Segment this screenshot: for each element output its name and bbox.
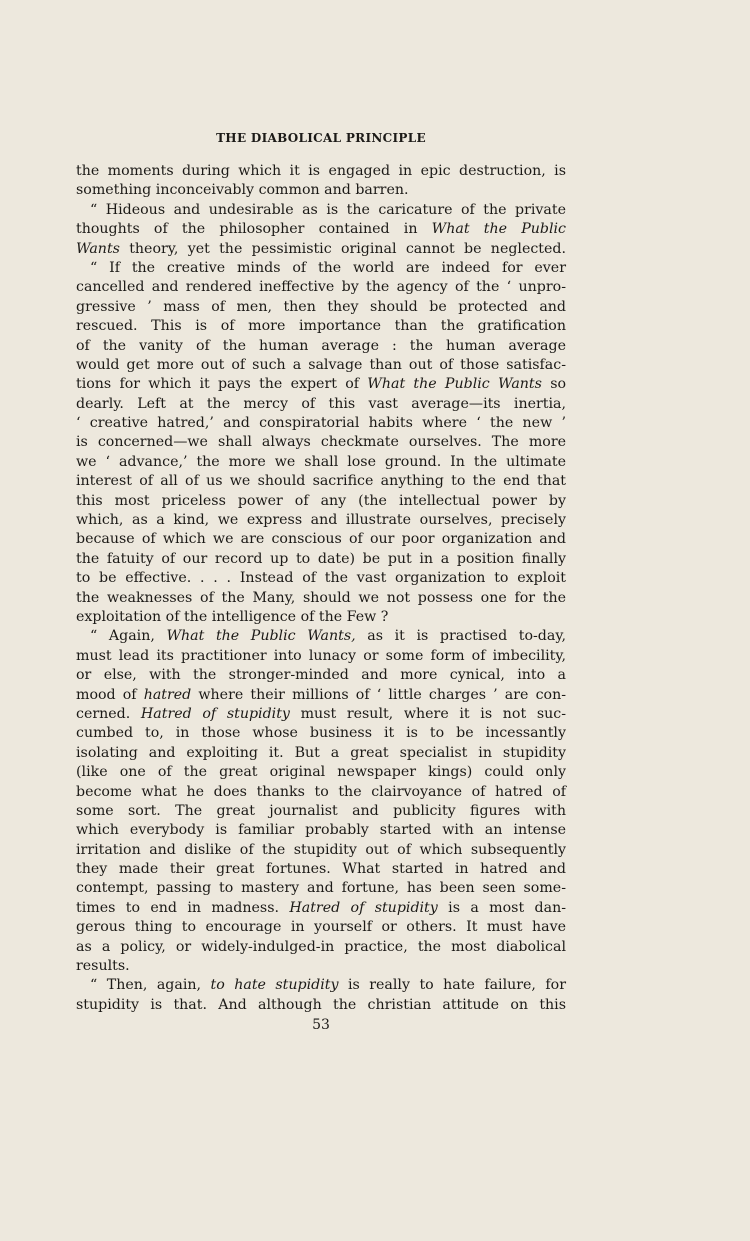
- text-line: [76, 957, 566, 976]
- italic-text: What the Public: [431, 221, 566, 238]
- text-segment: isolating and exploiting it. But a great specialist in stupidity: [76, 744, 566, 761]
- text-line: [76, 569, 566, 588]
- text-line: [76, 530, 566, 549]
- text-line: [76, 511, 566, 530]
- text-line: [76, 492, 566, 511]
- italic-text: Hatred of stupidity: [140, 705, 290, 722]
- italic-text: to hate stupidity: [210, 977, 339, 994]
- text-segment: is really to hate failure, for: [338, 977, 566, 994]
- text-line: [76, 162, 566, 181]
- text-segment: because of which we are conscious of our poor organization and: [76, 531, 566, 548]
- text-segment: cerned.: [76, 705, 141, 722]
- text-line: [76, 899, 566, 918]
- text-segment: rescued. This is of more importance than the gratification: [76, 318, 566, 335]
- body-text: [76, 162, 566, 1015]
- text-segment: is concerned—we shall always checkmate ourselves. The more: [76, 434, 566, 451]
- text-line: [76, 821, 566, 840]
- text-segment: or else, with the stronger-minded and more cynical, into a: [76, 667, 566, 684]
- text-segment: the weaknesses of the Many, should we not possess one for the: [76, 589, 566, 606]
- text-line: [76, 240, 566, 259]
- text-line: [76, 375, 566, 394]
- text-line: [76, 414, 566, 433]
- text-line: [76, 841, 566, 860]
- page-number: 53: [312, 1017, 330, 1033]
- text-segment: thoughts of the philosopher contained in: [76, 221, 432, 238]
- text-segment: mood of: [76, 686, 144, 703]
- text-segment: gerous thing to encourage in yourself or others. It must have: [76, 919, 566, 936]
- text-line: [76, 996, 566, 1015]
- text-line: [76, 860, 566, 879]
- text-segment: we ‘ advance,’ the more we shall lose ground. In the ultimate: [76, 453, 566, 470]
- text-line: [76, 356, 566, 375]
- text-segment: which everybody is familiar probably started with an intense: [76, 822, 566, 839]
- text-line: [76, 938, 566, 957]
- text-segment: gressive ’ mass of men, then they should be protected and: [76, 298, 566, 315]
- text-segment: “ If the creative minds of the world are indeed for ever: [90, 259, 566, 276]
- text-segment: tions for which it pays the expert of: [76, 376, 368, 393]
- italic-text: Hatred of stupidity: [289, 899, 438, 916]
- text-line: [76, 453, 566, 472]
- text-segment: cancelled and rendered ineffective by the agency of the ‘ unpro-: [76, 279, 566, 296]
- text-line: [76, 627, 566, 646]
- text-line: [76, 220, 566, 239]
- text-line: [76, 879, 566, 898]
- text-line: [76, 744, 566, 763]
- text-line: [76, 181, 566, 200]
- text-line: [76, 298, 566, 317]
- text-line: [76, 317, 566, 336]
- text-line: [76, 686, 566, 705]
- text-segment: some sort. The great journalist and publicity figures with: [76, 802, 566, 819]
- text-segment: must lead its practitioner into lunacy or some form of imbecility,: [76, 647, 566, 664]
- text-line: [76, 259, 566, 278]
- text-line: [76, 278, 566, 297]
- text-segment: “ Then, again,: [90, 977, 211, 994]
- text-line: [76, 666, 566, 685]
- text-segment: “ Again,: [90, 628, 167, 645]
- text-segment: this most priceless power of any (the intellectual power by: [76, 492, 566, 509]
- text-line: [76, 647, 566, 666]
- text-segment: as it is practised to-day,: [355, 628, 566, 645]
- text-segment: interest of all of us we should sacrifice anything to the end that: [76, 473, 566, 490]
- text-segment: which, as a kind, we express and illustrate ourselves, precisely: [76, 512, 566, 529]
- text-segment: as a policy, or widely-indulged-in practice, the most diabolical: [76, 938, 566, 955]
- text-line: [76, 763, 566, 782]
- text-segment: exploitation of the intelligence of the Few ?: [76, 608, 389, 625]
- text-line: [76, 918, 566, 937]
- text-segment: must result, where it is not suc-: [289, 705, 567, 722]
- text-segment: dearly. Left at the mercy of this vast average—its inertia,: [76, 395, 566, 412]
- text-line: [76, 589, 566, 608]
- text-line: [76, 550, 566, 569]
- text-segment: of the vanity of the human average : the human average: [76, 337, 566, 354]
- text-segment: times to end in madness.: [76, 899, 290, 916]
- text-line: [76, 705, 566, 724]
- text-segment: results.: [76, 958, 130, 975]
- italic-text: Wants: [76, 240, 120, 257]
- text-segment: to be effective. . . . Instead of the vast organization to exploit: [76, 570, 566, 587]
- text-segment: is a most dan-: [437, 899, 566, 916]
- text-segment: where their millions of ‘ little charges ’ are con-: [191, 686, 566, 703]
- text-segment: irritation and dislike of the stupidity out of which subsequently: [76, 841, 566, 858]
- text-line: [76, 201, 566, 220]
- text-line: [76, 433, 566, 452]
- text-line: [76, 395, 566, 414]
- italic-text: What the Public Wants: [367, 376, 542, 393]
- text-line: [76, 337, 566, 356]
- text-line: [76, 608, 566, 627]
- text-segment: something inconceivably common and barren.: [76, 182, 409, 199]
- text-line: [76, 783, 566, 802]
- text-line: [76, 724, 566, 743]
- text-segment: “ Hideous and undesirable as is the caricature of the private: [90, 201, 566, 218]
- text-line: [76, 976, 566, 995]
- text-segment: stupidity is that. And although the christian attitude on this: [76, 996, 566, 1013]
- text-line: [76, 472, 566, 491]
- running-head: THE DIABOLICAL PRINCIPLE: [216, 131, 426, 145]
- text-segment: the moments during which it is engaged in epic destruction, is: [76, 163, 566, 179]
- text-segment: contempt, passing to mastery and fortune, has been seen some-: [76, 880, 566, 897]
- text-segment: (like one of the great original newspaper kings) could only: [76, 764, 566, 781]
- italic-text: hatred: [143, 686, 192, 703]
- text-segment: would get more out of such a salvage than out of those satisfac-: [76, 356, 566, 373]
- italic-text: What the Public Wants,: [166, 628, 356, 645]
- text-segment: they made their great fortunes. What started in hatred and: [76, 861, 566, 878]
- text-segment: ‘ creative hatred,’ and conspiratorial habits where ‘ the new ’: [76, 415, 566, 432]
- text-segment: theory, yet the pessimistic original cannot be neglected.: [119, 240, 566, 257]
- text-segment: cumbed to, in those whose business it is to be incessantly: [76, 725, 566, 742]
- text-segment: so: [541, 376, 567, 393]
- text-line: [76, 802, 566, 821]
- text-segment: the fatuity of our record up to date) be put in a position finally: [76, 550, 566, 567]
- text-segment: become what he does thanks to the clairvoyance of hatred of: [76, 783, 566, 800]
